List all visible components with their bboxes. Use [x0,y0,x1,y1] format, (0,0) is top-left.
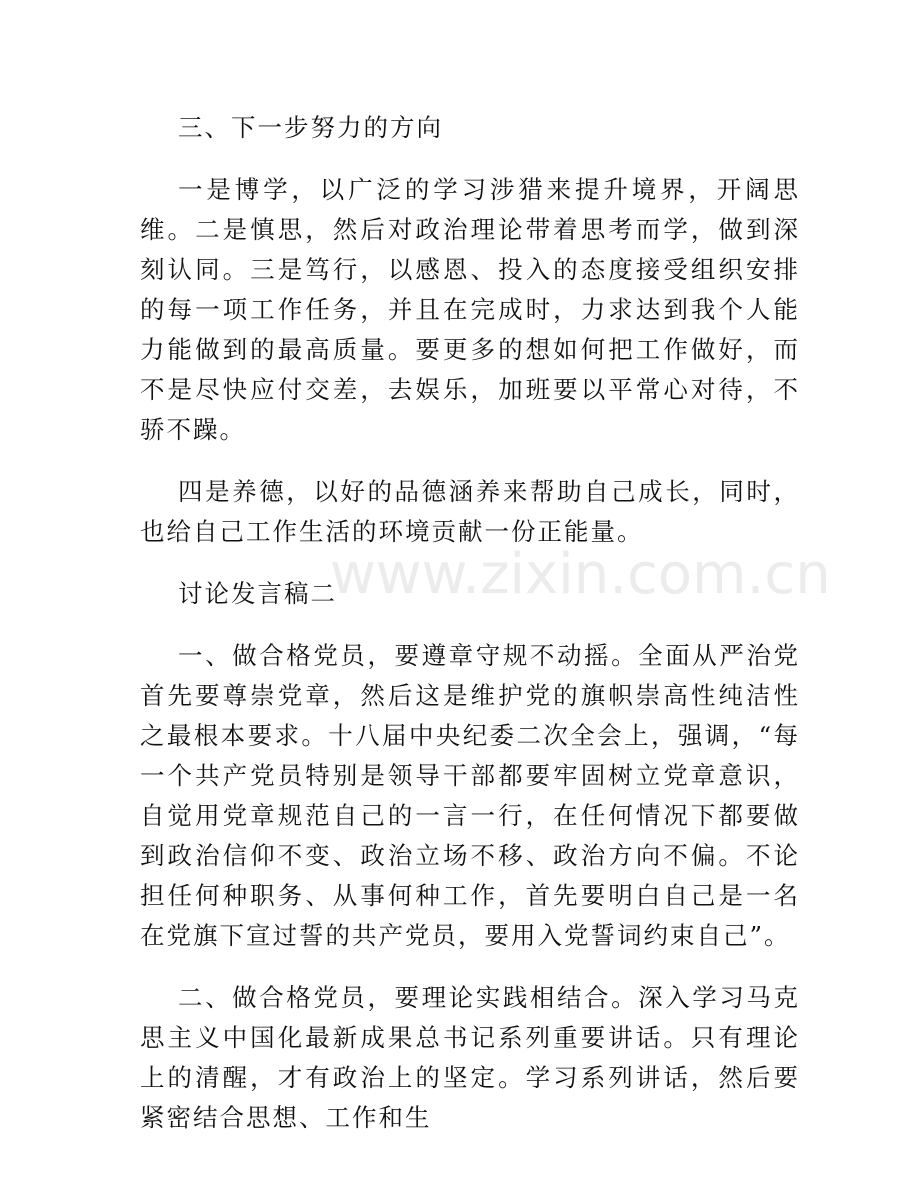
paragraph-3: 一、做合格党员，要遵章守规不动摇。全面从严治党首先要尊崇党章，然后这是维护党的旗帜崇高性纯洁性之最根本要求。十八届中央纪委二次全会上，强调，“每一个共产党员特别是领导干部都要牢固树立党章意识，自觉用党章规范自己的一言一行，在任何情况下都要做到政治信仰不变、政治立场不移、政治方向不偏。不论担任何种职务、从事何种工作，首先要明白自己是一名在党旗下宣过誓的共产党员，要用入党誓词约束自己”。 [140,641,800,950]
paragraph-1: 一是博学，以广泛的学习涉猎来提升境界，开阔思维。二是慎思，然后对政治理论带着思考而学，做到深刻认同。三是笃行，以感恩、投入的态度接受组织安排的每一项工作任务，并且在完成时，力求达到我个人能力能做到的最高质量。要更多的想如何把工作做好，而不是尽快应付交差，去娱乐，加班要以平常心对待，不骄不躁。 [140,175,800,444]
paragraph-4: 二、做合格党员，要理论实践相结合。深入学习马克思主义中国化最新成果总书记系列重要讲话。只有理论上的清醒，才有政治上的坚定。学习系列讲话，然后要紧密结合思想、工作和生 [140,983,800,1132]
document-body [140,108,800,1160]
watermark: www.zixin.com.cn [330,542,831,607]
document-subtitle: 讨论发言稿二 [178,579,337,608]
paragraph-2: 四是养德，以好的品德涵养来帮助自己成长，同时，也给自己工作生活的环境贡献一份正能量。 [140,477,800,546]
section-heading: 三、下一步努力的方向 [178,113,443,142]
